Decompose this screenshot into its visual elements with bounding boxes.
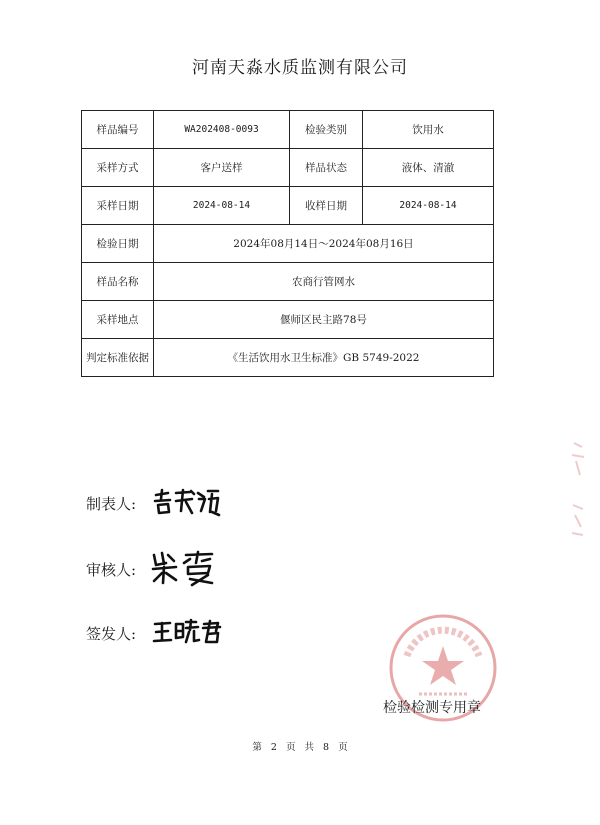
reviewer-row	[86, 559, 136, 580]
table-cell-label: 样品编号	[82, 111, 154, 149]
table-row	[82, 225, 494, 263]
reviewer-label: 审核人:	[86, 561, 137, 579]
table-cell-value: 2024-08-14	[154, 187, 290, 225]
table-cell-value: 《生活饮用水卫生标准》GB 5749-2022	[154, 339, 494, 377]
table-cell-label: 采样日期	[82, 187, 154, 225]
table-cell-label: 采样地点	[82, 301, 154, 339]
table-row	[82, 263, 494, 301]
preparer-label: 制表人:	[86, 495, 137, 513]
table-cell-label: 检验日期	[82, 225, 154, 263]
seam-seal-mark	[568, 435, 588, 545]
sample-info-table	[81, 110, 494, 377]
table-cell-label: 收样日期	[290, 187, 363, 225]
issuer-row	[86, 623, 136, 644]
table-cell-value: 饮用水	[363, 111, 494, 149]
table-cell-value: 农商行管网水	[154, 263, 494, 301]
document-title: 河南天淼水质监测有限公司	[192, 58, 408, 78]
table-row	[82, 187, 494, 225]
table-row	[82, 339, 494, 377]
table-cell-value: 2024-08-14	[363, 187, 494, 225]
table-row	[82, 301, 494, 339]
issuer-label: 签发人:	[86, 625, 137, 643]
table-cell-label: 样品状态	[290, 149, 363, 187]
table-cell-label: 判定标准依据	[82, 339, 154, 377]
issuer-handwritten-signature	[152, 618, 224, 646]
table-cell-value: 客户送样	[154, 149, 290, 187]
reviewer-handwritten-signature	[150, 549, 220, 587]
stamp-caption: 检验检测专用章	[383, 700, 481, 716]
table-row	[82, 111, 494, 149]
table-cell-value: 2024年08月14日～2024年08月16日	[154, 225, 494, 263]
table-cell-label: 样品名称	[82, 263, 154, 301]
table-cell-value: 液体、清澈	[363, 149, 494, 187]
page-number-footer: 第 2 页 共 8 页	[252, 742, 348, 753]
table-cell-value: 偃师区民主路78号	[154, 301, 494, 339]
table-cell-label: 检验类别	[290, 111, 363, 149]
preparer-handwritten-signature	[152, 487, 222, 517]
table-cell-label: 采样方式	[82, 149, 154, 187]
table-cell-value: WA202408-0093	[154, 111, 290, 149]
preparer-row	[86, 493, 136, 514]
table-row	[82, 149, 494, 187]
